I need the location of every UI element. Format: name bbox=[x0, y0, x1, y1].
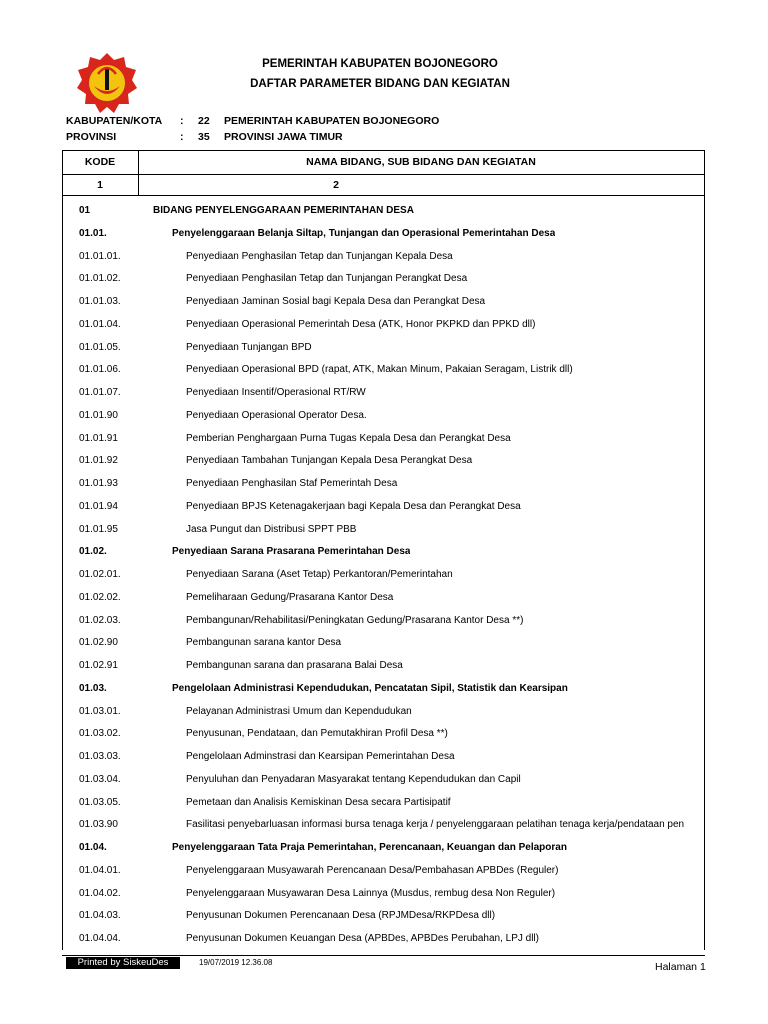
table-row bbox=[62, 884, 705, 906]
kabupaten-name: PEMERINTAH KABUPATEN BOJONEGORO bbox=[224, 115, 440, 127]
row-code: 01.01.95 bbox=[79, 523, 118, 535]
row-code: 01.04.01. bbox=[79, 864, 121, 876]
table-row bbox=[62, 861, 705, 883]
table-row bbox=[62, 315, 705, 337]
footer-divider bbox=[62, 955, 705, 956]
row-name: Pembangunan sarana dan prasarana Balai Desa bbox=[186, 660, 403, 671]
table-row bbox=[62, 815, 705, 837]
row-name: Pelayanan Administrasi Umum dan Kependudukan bbox=[186, 705, 412, 717]
table-top-border bbox=[62, 150, 705, 151]
row-code: 01.02. bbox=[79, 546, 107, 558]
row-code: 01.03. bbox=[79, 682, 107, 694]
kabupaten-colon: : bbox=[180, 115, 184, 127]
row-code: 01.01. bbox=[79, 227, 107, 239]
print-timestamp: 19/07/2019 12.36.08 bbox=[199, 958, 273, 967]
table-row bbox=[62, 338, 705, 360]
row-name: Penyediaan Penghasilan Tetap dan Tunjangan Kepala Desa bbox=[186, 250, 453, 262]
row-name: Penyelenggaraan Musyawaran Desa Lainnya (Musdus, rembug desa Non Reguler) bbox=[186, 887, 556, 899]
kabupaten-label: KABUPATEN/KOTA bbox=[66, 115, 163, 127]
table-row bbox=[62, 474, 705, 496]
row-code: 01.01.01. bbox=[79, 250, 121, 262]
row-code: 01.03.90 bbox=[79, 819, 118, 831]
page-number: Halaman 1 bbox=[655, 961, 706, 973]
provinsi-name: PROVINSI JAWA TIMUR bbox=[224, 131, 343, 143]
row-code: 01.02.91 bbox=[79, 660, 118, 671]
column-number-1: 1 bbox=[97, 179, 103, 191]
row-code: 01.01.93 bbox=[79, 478, 118, 489]
row-code: 01.01.04. bbox=[79, 318, 121, 330]
row-name: Pengelolaan Adminstrasi dan Kearsipan Pemerintahan Desa bbox=[186, 751, 455, 762]
table-row bbox=[62, 292, 705, 314]
table-row bbox=[62, 906, 705, 928]
provinsi-label: PROVINSI bbox=[66, 131, 117, 143]
table-row bbox=[62, 383, 705, 405]
table-row bbox=[62, 679, 705, 701]
row-code: 01.01.06. bbox=[79, 364, 121, 376]
row-name: Pemetaan dan Analisis Kemiskinan Desa secara Partisipatif bbox=[186, 796, 451, 808]
row-name: Penyelenggaraan Tata Praja Pemerintahan, Perencanaan, Keuangan dan Pelaporan bbox=[172, 842, 567, 853]
row-code: 01.03.01. bbox=[79, 705, 121, 717]
table-row bbox=[62, 793, 705, 815]
row-name: Penyediaan Penghasilan Staf Pemerintah Desa bbox=[186, 478, 398, 489]
row-code: 01.01.05. bbox=[79, 341, 121, 353]
row-name: Penyelenggaraan Musyawarah Perencanaan Desa/Pembahasan APBDes (Reguler) bbox=[186, 864, 559, 876]
row-name: Pembangunan/Rehabilitasi/Peningkatan Gedung/Prasarana Kantor Desa **) bbox=[186, 614, 524, 626]
row-code: 01.03.02. bbox=[79, 728, 121, 740]
table-row bbox=[62, 838, 705, 860]
row-name: Penyelenggaraan Belanja Siltap, Tunjangan dan Operasional Pemerintahan Desa bbox=[172, 227, 556, 239]
row-code: 01.04.03. bbox=[79, 910, 121, 922]
table-row bbox=[62, 747, 705, 769]
row-code: 01.04.04. bbox=[79, 933, 121, 944]
row-code: 01.03.05. bbox=[79, 796, 121, 808]
row-code: 01.04.02. bbox=[79, 887, 121, 899]
row-code: 01.02.90 bbox=[79, 637, 118, 649]
row-name: Penyediaan Tambahan Tunjangan Kepala Desa Perangkat Desa bbox=[186, 455, 473, 467]
row-name: Jasa Pungut dan Distribusi SPPT PBB bbox=[186, 523, 357, 535]
document-title: PEMERINTAH KABUPATEN BOJONEGORO bbox=[262, 58, 498, 70]
row-code: 01.02.02. bbox=[79, 591, 121, 603]
table-row bbox=[62, 429, 705, 451]
row-code: 01.02.01. bbox=[79, 569, 121, 580]
column-header-nama: NAMA BIDANG, SUB BIDANG DAN KEGIATAN bbox=[306, 156, 536, 168]
row-name: Penyediaan Operasional Operator Desa. bbox=[186, 409, 367, 421]
table-row bbox=[62, 497, 705, 519]
kabupaten-code: 22 bbox=[198, 115, 210, 127]
row-code: 01.02.03. bbox=[79, 614, 121, 626]
table-row bbox=[62, 565, 705, 587]
row-code: 01.01.07. bbox=[79, 387, 121, 398]
provinsi-colon: : bbox=[180, 131, 184, 143]
row-name: Fasilitasi penyebarluasan informasi bursa tenaga kerja / penyelenggaraan pelatihan tenaga kerja/pendataan pen bbox=[186, 819, 685, 831]
table-row bbox=[62, 247, 705, 269]
row-name: Penyediaan Tunjangan BPD bbox=[186, 341, 312, 353]
table-row bbox=[62, 724, 705, 746]
column-header-kode: KODE bbox=[84, 156, 116, 168]
table-row bbox=[62, 702, 705, 724]
column-number-2: 2 bbox=[333, 179, 339, 191]
row-code: 01 bbox=[79, 205, 91, 216]
row-code: 01.01.90 bbox=[79, 409, 118, 421]
row-code: 01.01.03. bbox=[79, 296, 121, 307]
row-code: 01.01.92 bbox=[79, 455, 118, 467]
row-name: Penyuluhan dan Penyadaran Masyarakat tentang Kependudukan dan Capil bbox=[186, 773, 521, 785]
table-row bbox=[62, 588, 705, 610]
table-number-divider bbox=[62, 195, 705, 196]
table-row bbox=[62, 929, 705, 951]
table-row bbox=[62, 451, 705, 473]
row-name: Penyediaan Operasional BPD (rapat, ATK, Makan Minum, Pakaian Seragam, Listrik dll) bbox=[186, 364, 573, 376]
row-code: 01.04. bbox=[79, 842, 107, 853]
row-name: Penyediaan BPJS Ketenagakerjaan bagi Kepala Desa dan Perangkat Desa bbox=[186, 500, 521, 512]
table-row bbox=[62, 201, 705, 223]
row-name: Penyediaan Operasional Pemerintah Desa (ATK, Honor PKPKD dan PPKD dll) bbox=[186, 318, 536, 330]
row-name: Pemberian Penghargaan Purna Tugas Kepala Desa dan Perangkat Desa bbox=[186, 432, 511, 444]
row-name: BIDANG PENYELENGGARAAN PEMERINTAHAN DESA bbox=[153, 205, 414, 216]
table-row bbox=[62, 611, 705, 633]
table-row bbox=[62, 360, 705, 382]
table-row bbox=[62, 406, 705, 428]
row-name: Penyusunan Dokumen Keuangan Desa (APBDes, APBDes Perubahan, LPJ dll) bbox=[186, 933, 539, 944]
row-name: Penyusunan Dokumen Perencanaan Desa (RPJMDesa/RKPDesa dll) bbox=[186, 910, 496, 922]
row-name: Penyediaan Insentif/Operasional RT/RW bbox=[186, 387, 366, 398]
kabupaten-emblem-logo bbox=[76, 52, 138, 114]
row-code: 01.03.04. bbox=[79, 773, 121, 785]
row-name: Pengelolaan Administrasi Kependudukan, Pencatatan Sipil, Statistik dan Kearsipan bbox=[172, 682, 568, 694]
parameter-table bbox=[62, 150, 705, 950]
row-code: 01.03.03. bbox=[79, 751, 121, 762]
printed-by-label: Printed by SiskeuDes bbox=[66, 957, 180, 969]
row-code: 01.01.91 bbox=[79, 432, 118, 444]
table-row bbox=[62, 770, 705, 792]
table-row bbox=[62, 520, 705, 542]
table-row bbox=[62, 656, 705, 678]
row-code: 01.01.02. bbox=[79, 273, 121, 285]
row-name: Penyediaan Penghasilan Tetap dan Tunjangan Perangkat Desa bbox=[186, 273, 468, 285]
row-name: Pembangunan sarana kantor Desa bbox=[186, 637, 342, 649]
table-row bbox=[62, 542, 705, 564]
table-row bbox=[62, 224, 705, 246]
table-row bbox=[62, 633, 705, 655]
row-name: Pemeliharaan Gedung/Prasarana Kantor Desa bbox=[186, 591, 394, 603]
row-code: 01.01.94 bbox=[79, 500, 118, 512]
row-name: Penyediaan Sarana (Aset Tetap) Perkantoran/Pemerintahan bbox=[186, 569, 453, 580]
row-name: Penyediaan Jaminan Sosial bagi Kepala Desa dan Perangkat Desa bbox=[186, 296, 486, 307]
table-row bbox=[62, 269, 705, 291]
table-header-divider bbox=[62, 174, 705, 175]
document-subtitle: DAFTAR PARAMETER BIDANG DAN KEGIATAN bbox=[250, 78, 510, 90]
row-name: Penyusunan, Pendataan, dan Pemutakhiran Profil Desa **) bbox=[186, 728, 448, 740]
provinsi-code: 35 bbox=[198, 131, 210, 143]
row-name: Penyediaan Sarana Prasarana Pemerintahan Desa bbox=[172, 546, 411, 558]
